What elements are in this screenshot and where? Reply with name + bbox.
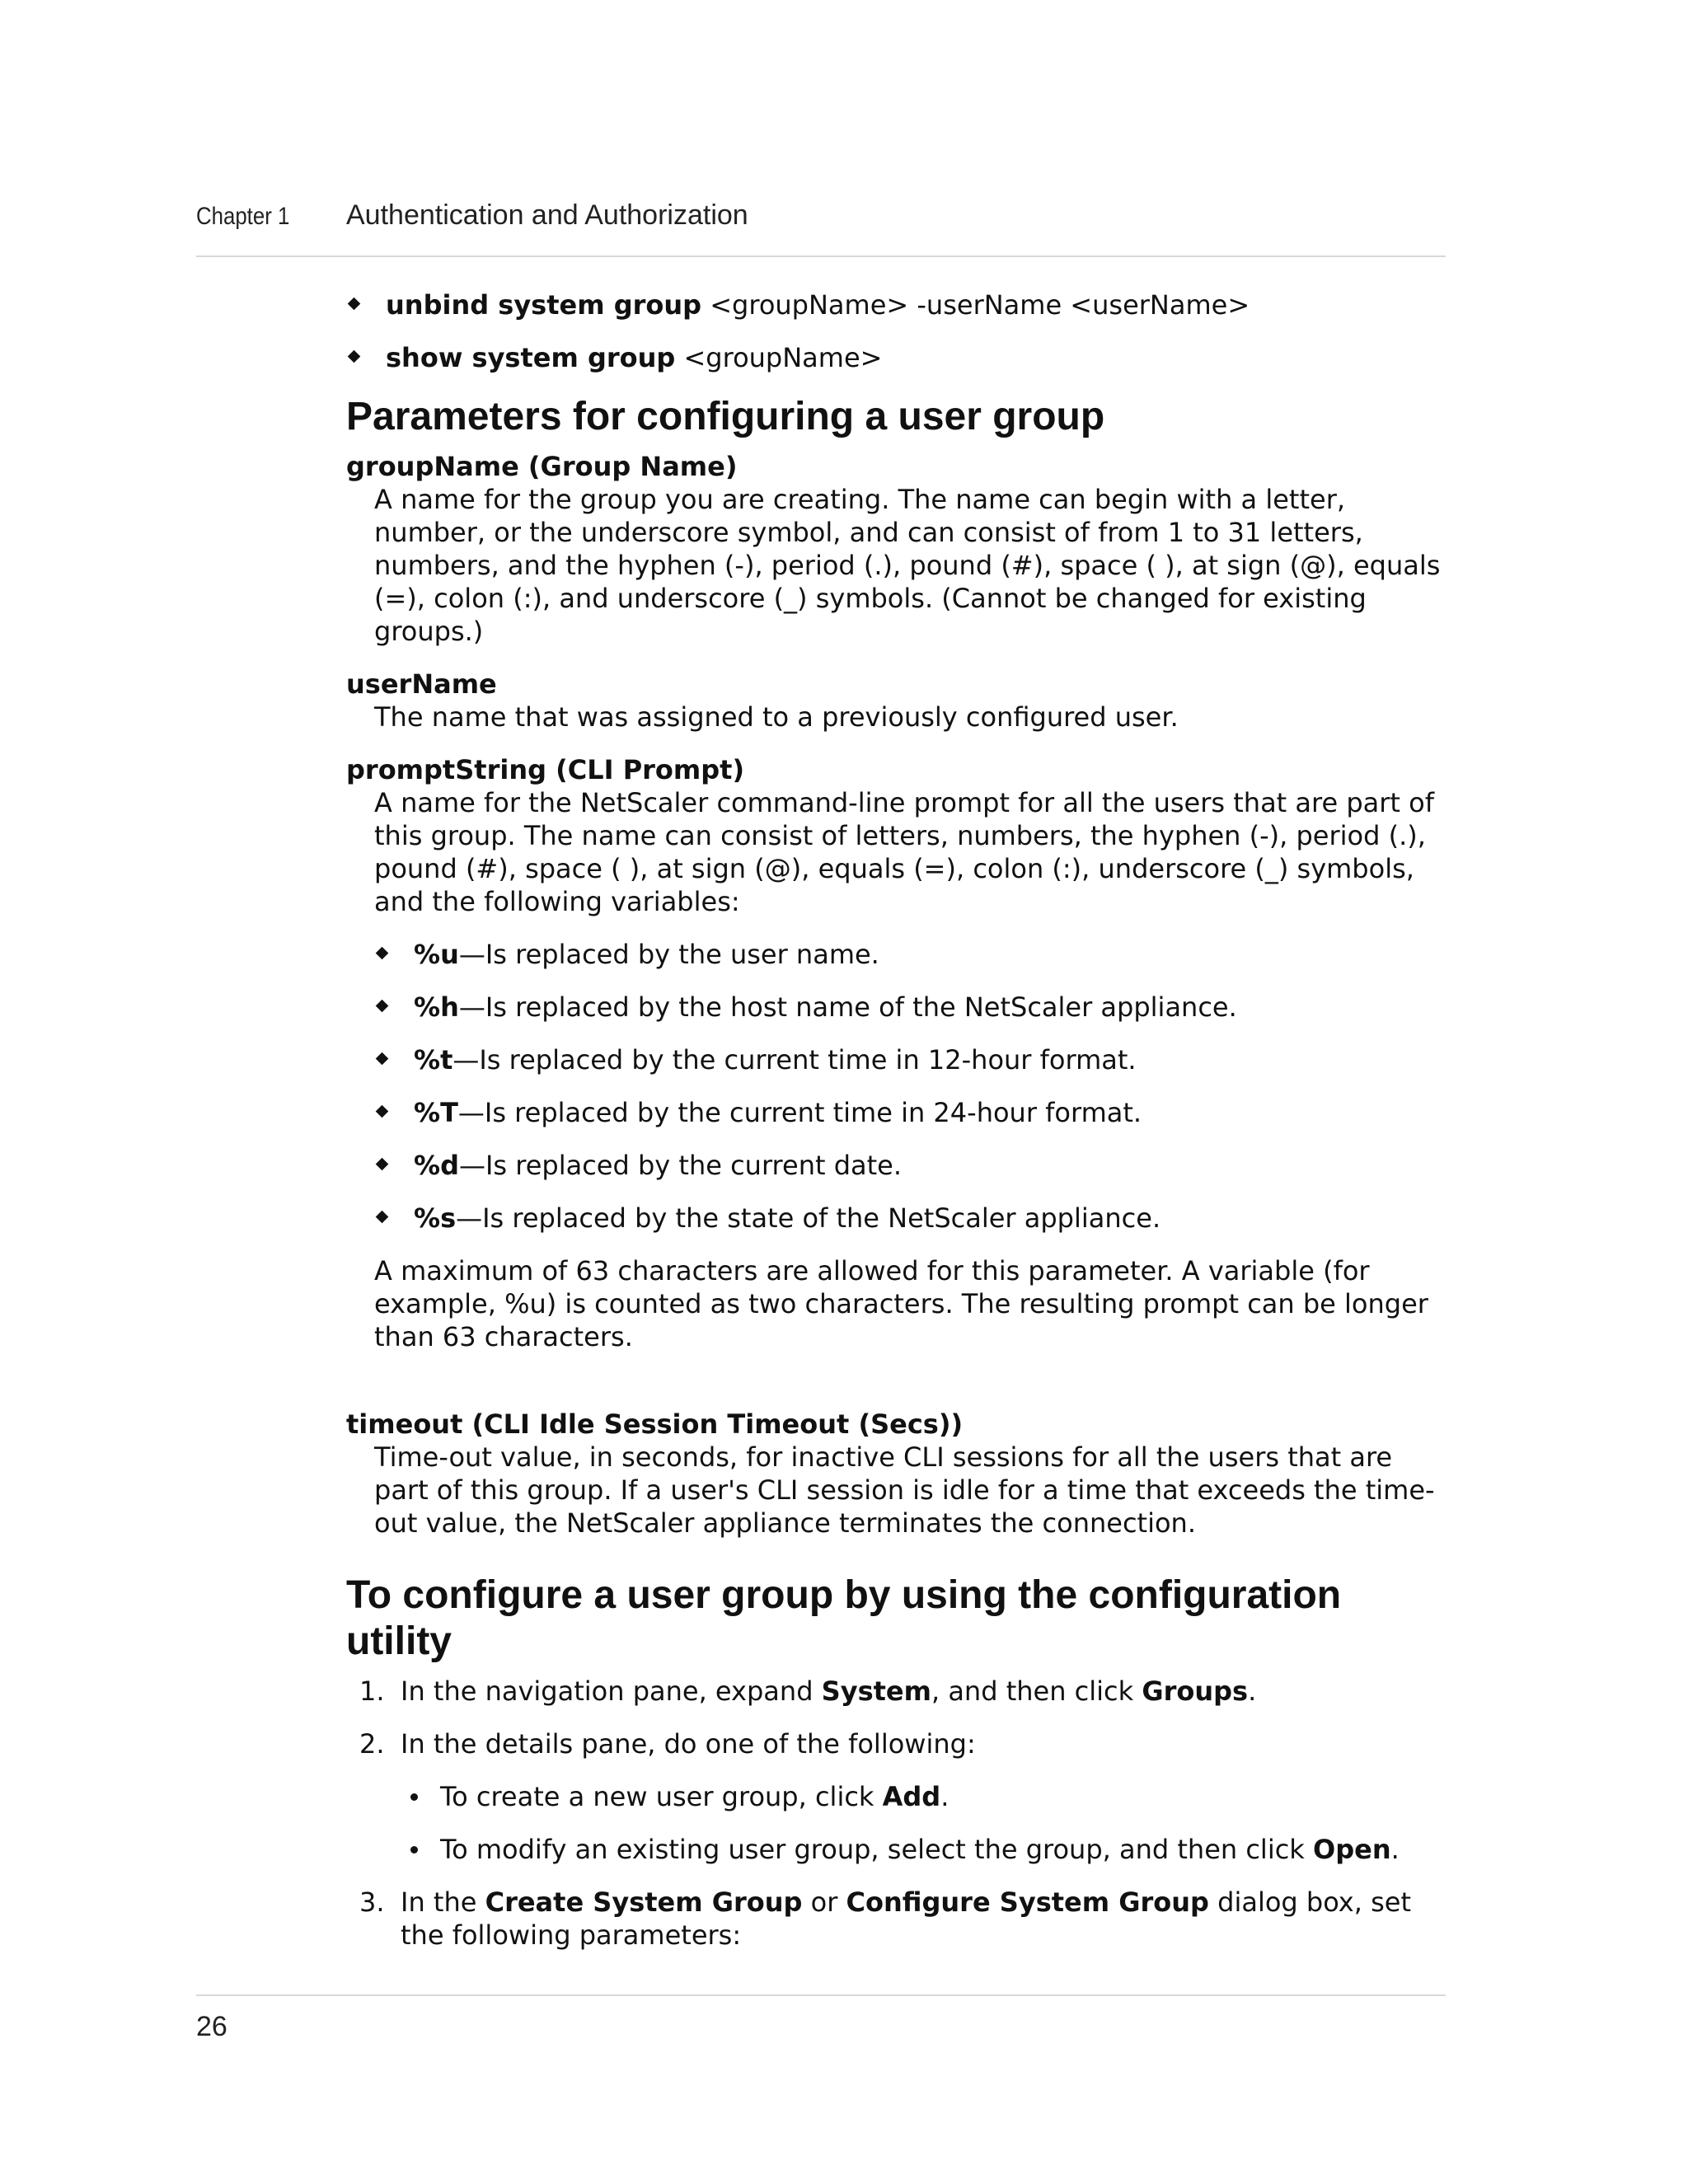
chapter-number: Chapter 1: [196, 203, 290, 230]
step-number: 3.: [359, 1886, 385, 1918]
variable-list: [374, 938, 1451, 1235]
step-text: In the details pane, do one of the following:: [401, 1728, 976, 1760]
prompt-length-note: A maximum of 63 characters are allowed for this parameter. A variable (for example, %u) is counted as two characters. The resulting prompt can be longer than 63 characters.: [374, 1255, 1428, 1352]
variable-name: %t: [414, 1044, 453, 1076]
variable-desc: —Is replaced by the current date.: [458, 1150, 903, 1181]
list-item: [374, 991, 1451, 1024]
list-item: [374, 938, 1451, 971]
step-text: , and then click: [931, 1675, 1142, 1707]
option-text: To modify an existing user group, select the group, and then click: [440, 1834, 1313, 1865]
variable-desc: —Is replaced by the host name of the NetScaler appliance.: [458, 991, 1237, 1023]
variable-desc: —Is replaced by the current time in 24-hour format.: [457, 1097, 1142, 1128]
param-groupname: [346, 450, 1451, 648]
command-name: unbind system group: [386, 289, 702, 321]
step-text: .: [1248, 1675, 1257, 1707]
list-item: [401, 1833, 1451, 1866]
chapter-title: Authentication and Authorization: [346, 199, 748, 231]
step-text: dialog box, set the following parameters:: [401, 1886, 1411, 1951]
list-item: [401, 1780, 1451, 1813]
option-text: To create a new user group, click: [440, 1781, 883, 1812]
list-item: [346, 341, 1451, 374]
variable-desc: —Is replaced by the user name.: [458, 939, 879, 970]
step-text: In the: [401, 1886, 485, 1918]
footer-divider: [196, 1994, 1446, 1996]
param-term: timeout (CLI Idle Session Timeout (Secs)): [346, 1408, 964, 1440]
param-promptstring: [346, 753, 1451, 1353]
step-number: 1.: [359, 1675, 385, 1707]
param-term: promptString (CLI Prompt): [346, 754, 745, 785]
option-text: .: [940, 1781, 950, 1812]
diamond-bullet-icon: [348, 350, 361, 363]
dot-bullet-icon: [410, 1793, 418, 1801]
list-item: [346, 288, 1451, 321]
param-description: A name for the NetScaler command-line prompt for all the users that are part of this group. The name can consist of letters, numbers, the hyphen (-), period (.), pound (#), space ( ), at sign (@), equals (=), colon (:), underscore (_) symbols, and the following variables:: [374, 787, 1434, 917]
param-term: groupName (Group Name): [346, 451, 738, 482]
param-description: The name that was assigned to a previously configured user.: [374, 701, 1179, 733]
diamond-bullet-icon: [348, 298, 361, 311]
step-item: [346, 1727, 1451, 1866]
param-description: Time-out value, in seconds, for inactive CLI sessions for all the users that are part of this group. If a user's CLI session is idle for a time that exceeds the time-out value, the NetScaler appliance terminates the connection.: [374, 1441, 1435, 1539]
param-term: userName: [346, 668, 497, 700]
param-username: [346, 668, 1451, 733]
variable-name: %T: [414, 1097, 458, 1128]
procedure-steps: [346, 1675, 1451, 1952]
ui-term-create-system-group: Create System Group: [485, 1886, 803, 1918]
page-header: [196, 199, 1446, 257]
command-args: <groupName> -userName <userName>: [701, 289, 1250, 321]
ui-term-system: System: [821, 1675, 931, 1707]
command-list: [346, 288, 1451, 374]
variable-desc: —Is replaced by the state of the NetScaler appliance.: [456, 1202, 1161, 1234]
variable-name: %s: [414, 1202, 457, 1234]
variable-desc: —Is replaced by the current time in 12-hour format.: [452, 1044, 1137, 1076]
ui-term-open: Open: [1313, 1834, 1391, 1865]
ui-term-add: Add: [882, 1781, 941, 1812]
list-item: [374, 1043, 1451, 1076]
page-number: 26: [196, 2011, 227, 2042]
option-list: [401, 1780, 1451, 1866]
step-item: [346, 1886, 1451, 1952]
param-timeout: [346, 1408, 1451, 1540]
variable-name: %h: [414, 991, 459, 1023]
section-heading-config-utility: To configure a user group by using the configuration utility: [346, 1573, 1342, 1663]
step-text: In the navigation pane, expand: [401, 1675, 822, 1707]
diamond-bullet-icon: [376, 1211, 389, 1224]
ui-term-configure-system-group: Configure System Group: [846, 1886, 1209, 1918]
step-number: 2.: [359, 1728, 385, 1760]
command-name: show system group: [386, 342, 676, 373]
diamond-bullet-icon: [376, 1000, 389, 1013]
param-description: A name for the group you are creating. The name can begin with a letter, number, or the underscore symbol, and can consist of from 1 to 31 letters, numbers, and the hyphen (-), period (.), pound (#), space ( ), at sign (@), equals (=), colon (:), and underscore (_) symbols. (Cannot be changed for existing groups.): [374, 484, 1441, 647]
variable-name: %u: [414, 939, 459, 970]
variable-name: %d: [414, 1150, 459, 1181]
dot-bullet-icon: [410, 1846, 418, 1854]
list-item: [374, 1096, 1451, 1129]
list-item: [374, 1149, 1451, 1182]
page-content: [346, 288, 1451, 1971]
diamond-bullet-icon: [376, 1105, 389, 1118]
section-heading-parameters: Parameters for configuring a user group: [346, 395, 1105, 438]
step-item: [346, 1675, 1451, 1708]
option-text: .: [1390, 1834, 1400, 1865]
diamond-bullet-icon: [376, 947, 389, 960]
list-item: [374, 1202, 1451, 1235]
ui-term-groups: Groups: [1142, 1675, 1249, 1707]
diamond-bullet-icon: [376, 1052, 389, 1066]
command-args: <groupName>: [675, 342, 883, 373]
diamond-bullet-icon: [376, 1158, 389, 1171]
step-text: or: [802, 1886, 846, 1918]
